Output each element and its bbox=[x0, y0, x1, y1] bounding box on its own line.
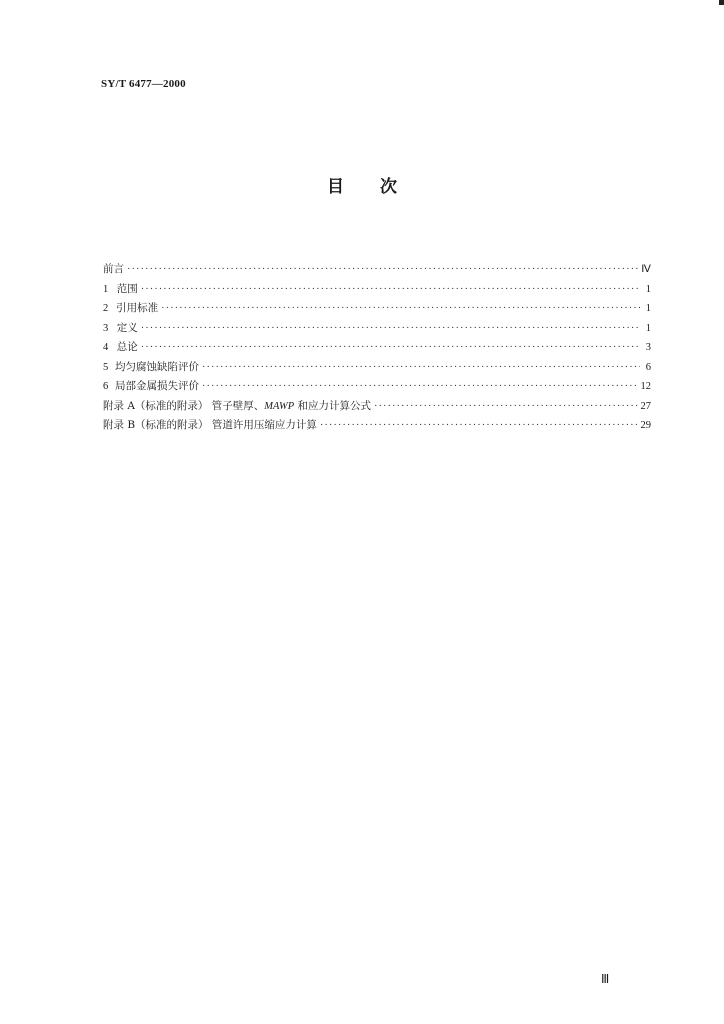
page-title-part1: 目 bbox=[327, 177, 344, 197]
page-number: Ⅲ bbox=[601, 972, 610, 986]
toc-entry-label-head: 附录 A（标准的附录） 管子壁厚、 bbox=[103, 399, 265, 412]
toc-leader-dots bbox=[320, 416, 638, 436]
toc-leader-dots bbox=[161, 299, 640, 319]
toc-entry-page: 27 bbox=[640, 400, 651, 412]
toc-entry-label: 均匀腐蚀缺陷评价 bbox=[115, 360, 200, 373]
toc-leader-dots bbox=[141, 338, 640, 358]
toc-entry-label: 前言 bbox=[103, 263, 124, 275]
toc-entry-references[interactable] bbox=[103, 299, 651, 319]
toc-entry-page: 1 bbox=[645, 322, 651, 334]
toc-entry-appendix-a[interactable] bbox=[103, 397, 651, 417]
toc-entry-page: 1 bbox=[645, 283, 651, 295]
toc-leader-dots bbox=[202, 377, 638, 397]
toc-entry-number: 5 bbox=[103, 361, 109, 373]
toc-leader-dots bbox=[141, 319, 640, 339]
toc-entry-label: 局部金属损失评价 bbox=[114, 380, 199, 392]
toc-entry-page: 29 bbox=[640, 420, 651, 431]
toc-entry-label bbox=[103, 397, 371, 417]
toc-entry-general[interactable] bbox=[103, 338, 651, 358]
toc-leader-dots bbox=[127, 260, 638, 280]
page-title-part2: 次 bbox=[380, 177, 397, 197]
toc-leader-dots bbox=[374, 397, 637, 417]
toc-entry-page: 3 bbox=[645, 342, 651, 353]
toc-entry-label: 范围 bbox=[116, 282, 138, 295]
toc-entry-number: 6 bbox=[103, 381, 109, 392]
table-of-contents bbox=[103, 260, 651, 436]
toc-entry-page: Ⅳ bbox=[641, 264, 651, 275]
standard-code: SY/T 6477—2000 bbox=[101, 78, 186, 90]
toc-entry-uniform-corrosion[interactable] bbox=[103, 358, 651, 378]
toc-entry-label: 总论 bbox=[116, 341, 138, 353]
toc-entry-page: 1 bbox=[645, 303, 651, 314]
scan-corner-mark bbox=[719, 0, 724, 5]
toc-entry-number: 3 bbox=[103, 322, 109, 334]
toc-entry-scope[interactable] bbox=[103, 280, 651, 300]
toc-entry-label-italic: MAWP bbox=[264, 400, 295, 412]
toc-entry-number: 2 bbox=[103, 303, 109, 314]
toc-entry-label-tail: 和应力计算公式 bbox=[294, 399, 372, 412]
toc-entry-page: 12 bbox=[640, 381, 651, 392]
toc-entry-number: 4 bbox=[103, 342, 109, 353]
toc-entry-number: 1 bbox=[103, 283, 109, 295]
toc-entry-label: 引用标准 bbox=[116, 302, 159, 314]
toc-entry-definitions[interactable] bbox=[103, 319, 651, 339]
toc-entry-label: 附录 B（标准的附录） 管道许用压缩应力计算 bbox=[103, 419, 317, 431]
toc-entry-local-metal-loss[interactable] bbox=[103, 377, 651, 397]
toc-entry-appendix-b[interactable] bbox=[103, 416, 651, 436]
toc-entry-label: 定义 bbox=[116, 321, 138, 334]
toc-entry-foreword[interactable] bbox=[103, 260, 651, 280]
toc-entry-page: 6 bbox=[645, 361, 651, 373]
toc-leader-dots bbox=[141, 280, 640, 300]
page-title bbox=[0, 172, 724, 197]
toc-leader-dots bbox=[202, 358, 640, 378]
